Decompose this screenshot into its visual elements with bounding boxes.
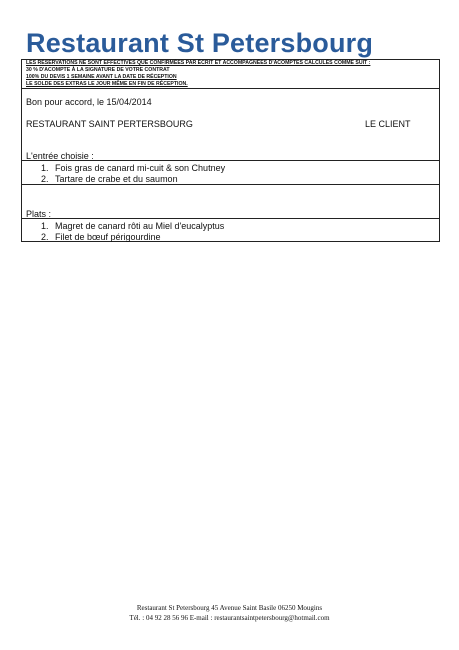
list-item: 2. Filet de bœuf périgourdine [41, 232, 161, 242]
entree-heading: L'entrée choisie : [26, 151, 94, 161]
terms-line-4: LE SOLDE DES EXTRAS LE JOUR MÊME EN FIN DE RÉCEPTION. [26, 81, 188, 87]
client-signature-label: LE CLIENT [365, 119, 411, 129]
plats-heading: Plats : [26, 209, 52, 219]
footer-address: Restaurant St Petersbourg 45 Avenue Saint Basile 06250 Mougins [136, 604, 323, 612]
restaurant-title: Restaurant St Petersbourg [26, 28, 374, 58]
entree-list [41, 163, 225, 185]
agreement-text: Bon pour accord, le 15/04/2014 [26, 97, 152, 107]
reservation-terms [26, 60, 370, 88]
terms-line-1: LES RÉSERVATIONS NE SONT EFFECTIVES QUE CONFIRMÉES PAR ÉCRIT ET ACCOMPAGNÉES D'ACOMPTES CALCULÉS COMME SUIT : [26, 60, 371, 66]
footer-contact: Tél. : 04 92 28 56 96 E-mail : restaurantsaintpetersbourg@hotmail.com [129, 614, 330, 622]
list-item: 1. Fois gras de canard mi-cuit & son Chutney [41, 163, 226, 173]
list-item: 2. Tartare de crabe et du saumon [41, 174, 178, 184]
restaurant-signature-label: RESTAURANT SAINT PERTERSBOURG [26, 119, 193, 129]
terms-line-2: 30 % D'ACOMPTE À LA SIGNATURE DE VOTRE CONTRAT [26, 67, 170, 73]
plats-list [41, 221, 224, 243]
terms-line-3: 100% DU DEVIS 1 SEMAINE AVANT LA DATE DE RÉCEPTION [26, 74, 177, 80]
list-item: 1. Magret de canard rôti au Miel d'eucalyptus [41, 221, 225, 231]
